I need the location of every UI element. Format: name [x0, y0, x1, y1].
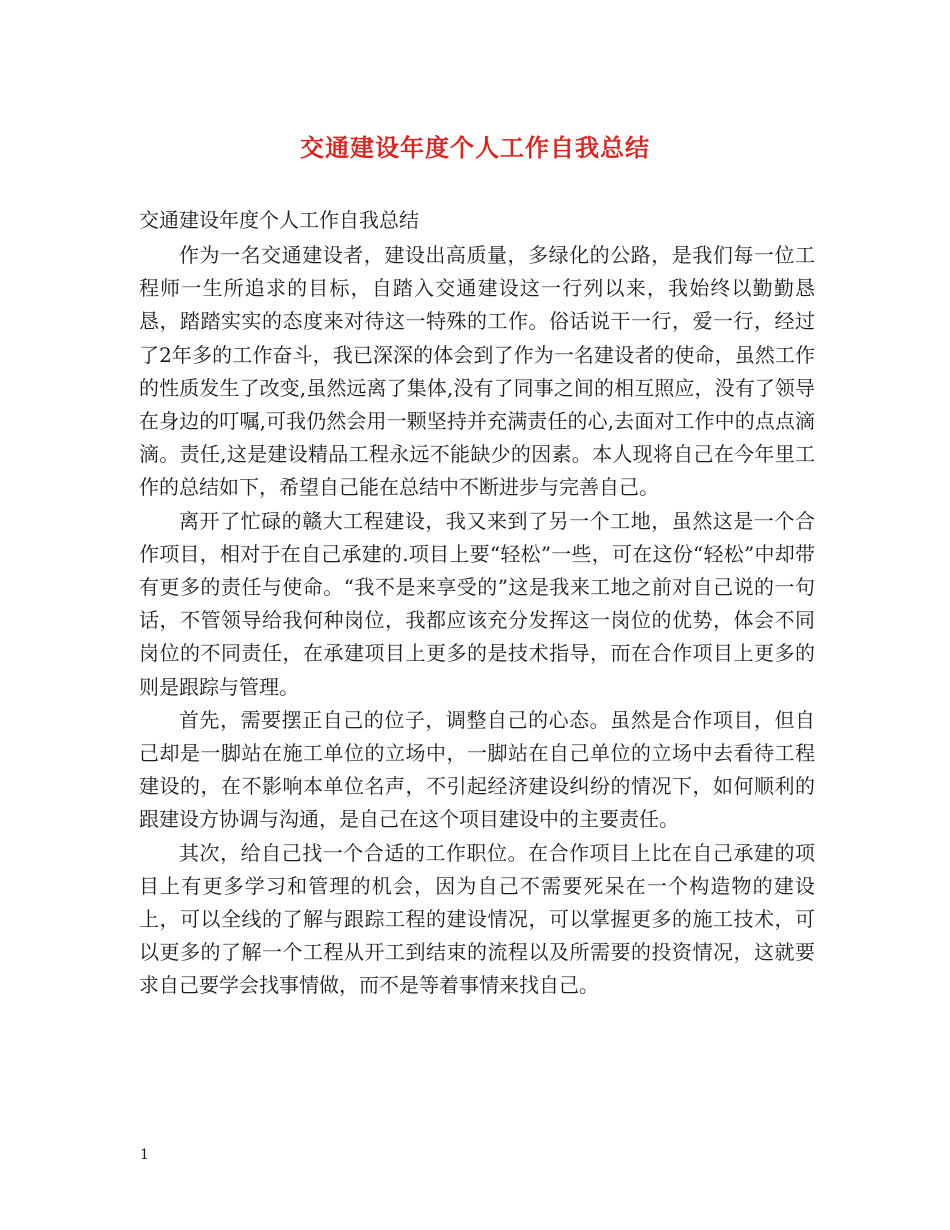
paragraph: 首先，需要摆正自己的位子，调整自己的心态。虽然是合作项目，但自己却是一脚站在施工单位的立场中，一脚站在自己单位的立场中去看待工程建设的，在不影响本单位名声，不引起经济建设纠纷的情况下，如何顺利的跟建设方协调与沟通，是自己在这个项目建设中的主要责任。 — [139, 707, 815, 832]
paragraph: 其次，给自己找一个合适的工作职位。在合作项目上比在自己承建的项目上有更多学习和管理的机会，因为自己不需要死呆在一个构造物的建设上，可以全线的了解与跟踪工程的建设情况，可以掌握更多的施工技术，可以更多的了解一个工程从开工到结束的流程以及所需要的投资情况，这就要求自己要学会找事情做，而不是等着事情来找自己。 — [139, 840, 815, 998]
page-number: 1 — [140, 1147, 149, 1163]
document-subtitle: 交通建设年度个人工作自我总结 — [139, 208, 419, 232]
document-body — [139, 239, 815, 1003]
document-title: 交通建设年度个人工作自我总结 — [300, 133, 650, 162]
paragraph: 作为一名交通建设者，建设出高质量，多绿化的公路，是我们每一位工程师一生所追求的目标，自踏入交通建设这一行列以来，我始终以勤勤恳恳，踏踏实实的态度来对待这一特殊的工作。俗话说干一行，爱一行，经过了2年多的工作奋斗，我已深深的体会到了作为一名建设者的使命，虽然工作的性质发生了改变,虽然远离了集体,没有了同事之间的相互照应，没有了领导在身边的叮嘱,可我仍然会用一颗坚持并充满责任的心,去面对工作中的点点滴滴。责任,这是建设精品工程永远不能缺少的因素。本人现将自己在今年里工作的总结如下，希望自己能在总结中不断进步与完善自己。 — [139, 243, 815, 500]
paragraph: 离开了忙碌的赣大工程建设，我又来到了另一个工地，虽然这是一个合作项目，相对于在自己承建的.项目上要“轻松”一些，可在这份“轻松”中却带有更多的责任与使命。“我不是来享受的”这是我来工地之前对自己说的一句话，不管领导给我何种岗位，我都应该充分发挥这一岗位的优势，体会不同岗位的不同责任，在承建项目上更多的是技术指导，而在合作项目上更多的则是跟踪与管理。 — [139, 508, 815, 699]
